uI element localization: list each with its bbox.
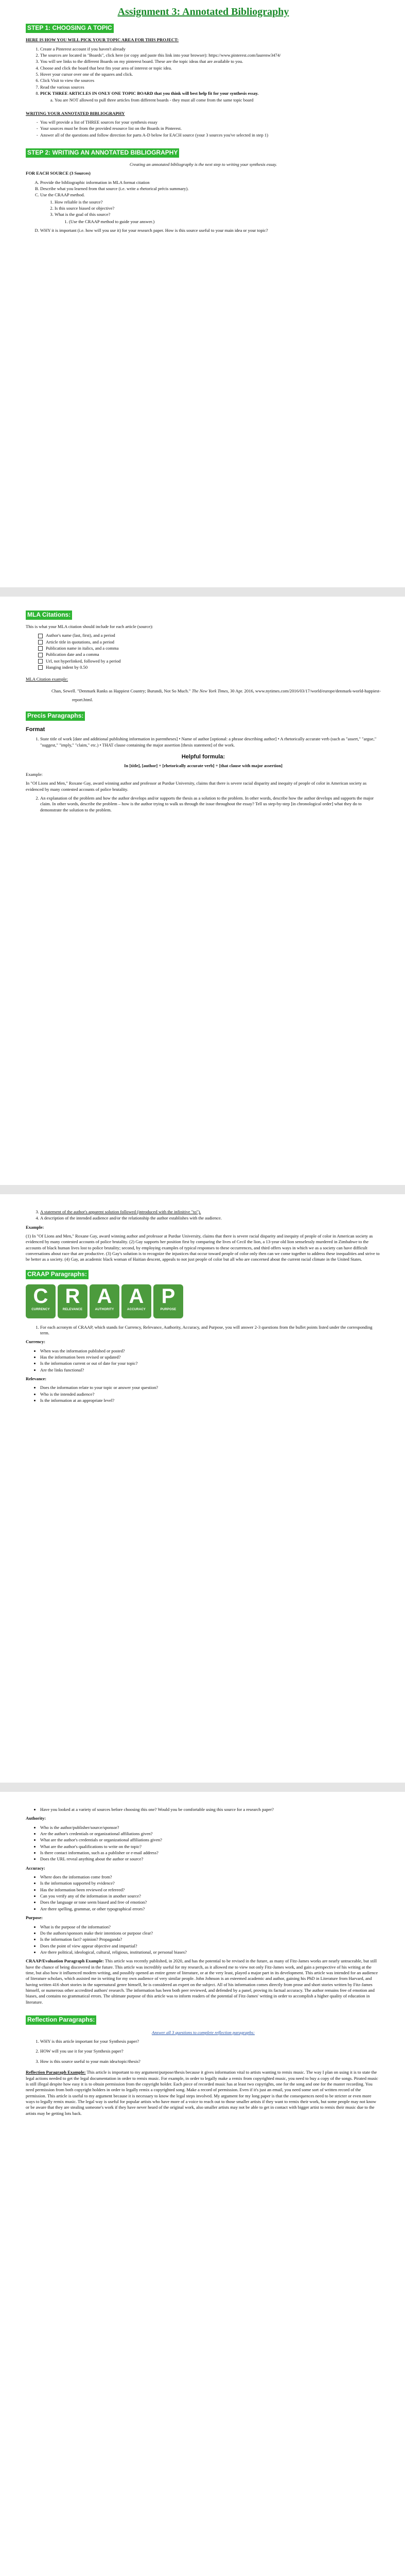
- list-item: • Where does the information come from?: [40, 1874, 381, 1880]
- step2-list: [26, 180, 381, 234]
- list-item: - You will provide a list of THREE sources for your synthesis essay: [40, 120, 381, 125]
- list-item: • Are the links functional?: [40, 1367, 381, 1373]
- list-item: • Is the information current or out of date for your topic?: [40, 1361, 381, 1366]
- precis-format-list-2: [26, 795, 381, 813]
- page-gap: [0, 1783, 405, 1792]
- list-item: - Your sources must be from the provided resource list on the Boards in Pinterest.: [40, 126, 381, 131]
- list-item: 2. An explanation of the problem and how the author develops and/or supports the thesis as a solution to the problem. In other words, describe how the author develops and supports the major claim. In other words, describe the problem – how is the author trying to walk us through the issue throughout the essay? Tell us step-by-step [in chronological order] what they do to demonstrate the solution to the problem.: [40, 795, 381, 813]
- list-item: • Is the information fact? opinion? Propaganda?: [40, 1937, 381, 1942]
- list-item: • Does the information relate to your topic or answer your question?: [40, 1385, 381, 1391]
- list-item: 3. You will see links to the different Boards on my pinterest board. These are the topic ideas that are available to you.: [40, 59, 381, 64]
- precis-heading: Precis Paragraphs:: [26, 711, 85, 721]
- precis-format-list: [26, 736, 381, 748]
- reflection-questions: [26, 2039, 381, 2064]
- list-item: • Are there spelling, grammar, or other typographical errors?: [40, 1906, 381, 1912]
- step2-intro: Creating an annotated bibliography is the next step to writing your synthesis essay.: [129, 161, 277, 167]
- reflection-heading: Reflection Paragraphs:: [26, 2015, 96, 2025]
- list-item: a. You are NOT allowed to pull three articles from different boards - they must all come from the same topic board: [55, 97, 381, 103]
- list-item: • Does the language or tone seem biased and free of emotion?: [40, 1900, 381, 1905]
- mla-citation-example: Chan, Sewell. "Denmark Ranks as Happiest Country; Burundi, Not So Much." The New York Times, 30 Apr. 2016, www.nytimes.com/2016/03/17/world/europe/denmark-world-happiest-report.html.: [51, 688, 381, 702]
- list-item: • Do the authors/sponsors make their intentions or purpose clear?: [40, 1930, 381, 1936]
- list-item: D. WHY it is important (i.e. how will you use it) for your research paper. How is this source useful to your main idea or your topic?: [40, 228, 381, 233]
- currency-list: [26, 1348, 381, 1373]
- accuracy-list: [26, 1874, 381, 1912]
- list-item: • What are the author's qualifications to write on the topic?: [40, 1844, 381, 1850]
- craap-instruction: [26, 1325, 381, 1336]
- currency-label: Currency:: [26, 1339, 46, 1345]
- list-item: • Who is the intended audience?: [40, 1392, 381, 1397]
- list-item: 1. State title of work [date and additional publishing information in parentheses] • Name of author [optional: a phrase describing author] • A rhetorically accurate verb (such as "assert," "argue," "suggest," "imply," "claim," etc.) • THAT clause containing the major assertion [thesis statement] of the work.: [40, 736, 381, 748]
- list-item: • Has the information been revised or updated?: [40, 1354, 381, 1360]
- mla-example-label: MLA Citation example:: [26, 676, 68, 682]
- checklist-item: Article title in quotations, and a period: [38, 639, 381, 645]
- craap-example: [26, 1958, 381, 2005]
- list-item: 1. (Use the CRAAP method to guide your answer.): [69, 219, 381, 225]
- list-item: 1. For each acronym of CRAAP, which stands for Currency, Relevance, Authority, Accuracy, and Purpose, you will answer 2-3 questions from the bullet points listed under the corresponding term.: [40, 1325, 381, 1336]
- list-item: 1. WHY is this article important for your Synthesis paper?: [40, 2039, 381, 2044]
- step1-list: [26, 46, 381, 104]
- craap-tile: C CURRENCY: [26, 1284, 56, 1318]
- purpose-label: Purpose:: [26, 1915, 43, 1921]
- relevance-list: [26, 1385, 381, 1403]
- checklist-item: Hanging indent by 0.50: [38, 665, 381, 670]
- precis-example-short: In "Of Lions and Men," Roxane Gay, award winning author and professor at Purdue University, claims that there is severe racial disparity and inequity of people of color in American society as evidenced by many contested accounts of police brutality.: [26, 781, 367, 792]
- writing-heading: WRITING YOUR ANNOTATED BIBLIOGRAPHY: [26, 110, 125, 116]
- reflection-example: [26, 2070, 381, 2116]
- list-item: • Are there political, ideological, cultural, religious, institutional, or personal biases?: [40, 1950, 381, 1955]
- checklist-item: Publication name in italics, and a comma: [38, 646, 381, 651]
- authority-list: [26, 1825, 381, 1862]
- list-item: 4. A description of the intended audience and/or the relationship the author establishes with the audience.: [40, 1215, 381, 1221]
- list-item: • Can you verify any of the information in another source?: [40, 1893, 381, 1899]
- relevance-label: Relevance:: [26, 1376, 47, 1381]
- for-each-heading: FOR EACH SOURCE (3 Sources): [26, 171, 91, 176]
- precis-example-full: (1) In "Of Lions and Men," Roxane Gay, award winning author and professor at Purdue University, claims that there is severe racial disparity and inequity of people of color in American society as evidenced by many contested accounts of police brutality. (2) Gay supports her position first by comparing the lives of Cecil the lion, a 13-year old lion senselessly murdered in Zimbabwe to the accounts of black human lives lost to police brutality; second, by employing examples of typical responses to these occurrences, and third offers ways in which we as a society can have difficult conversations about race that are productive. (3) Gay's solution is to recognize the injustices that occur toward people of color only then can we come together to address these inequalities and strive to be better as a society. (4) Gay, an academic black woman of Haitian descent, appeals to not just people of color but all who are concerned about the current racial climate in the United States.: [26, 1233, 380, 1262]
- mla-intro: This is what your MLA citation should include for each article (source):: [26, 623, 153, 629]
- list-item: • Does the URL reveal anything about the author or source?: [40, 1856, 381, 1862]
- mla-checklist: [26, 633, 381, 670]
- craap-example-label: CRAAP/Evaluation Paragraph Example:: [26, 1958, 104, 1964]
- craap-tile: A ACCURACY: [121, 1284, 151, 1318]
- list-item: B. Describe what you learned from that source (i.e. write a rhetorical précis summary).: [40, 186, 381, 192]
- list-item: - Answer all of the questions and follow direction for parts A-D below for EACH source (your 3 sources you've selected in step 1): [40, 132, 381, 138]
- helpful-formula: In [title], [author] + [rhetorically accurate verb] + [that clause with major assertion]: [124, 762, 283, 768]
- reflection-example-label: Reflection Paragraph Example:: [26, 2070, 86, 2075]
- list-item: • Have you looked at a variety of sources before choosing this one? Would you be comfortable using this source for a research paper?: [40, 1807, 381, 1812]
- list-item: • Is the information supported by evidence?: [40, 1880, 381, 1886]
- page-4: [26, 1806, 381, 2120]
- page-title: Assignment 3: Annotated Bibliography: [117, 6, 289, 18]
- craap-heading: CRAAP Paragraphs:: [26, 1270, 89, 1279]
- list-item: • Is there contact information, such as a publisher or e-mail address?: [40, 1850, 381, 1856]
- craap-graphic: [26, 1284, 381, 1318]
- list-item: • What is the purpose of the information?: [40, 1924, 381, 1930]
- list-item: • Does the point of view appear objective and impartial?: [40, 1943, 381, 1949]
- page-2: [26, 611, 381, 816]
- relevance-list-cont: [26, 1807, 381, 1812]
- craap-tile: R RELEVANCE: [58, 1284, 87, 1318]
- precis-example-label: Example:: [26, 771, 43, 777]
- list-item: • When was the information published or posted?: [40, 1348, 381, 1354]
- list-item: 1. Create a Pinterest account if you haven't already: [40, 46, 381, 52]
- helpful-formula-title: Helpful formula:: [181, 753, 225, 760]
- list-item: 3. What is the goal of this source? 1. (Use the CRAAP method to guide your answer.): [55, 212, 381, 225]
- list-item: 6. Click Visit to view the sources: [40, 78, 381, 83]
- reflection-example-text: This article is important to my argument/purpose/thesis because it gives information vital to artists wanting to remix music. The way I plan on using it is to state the legal actions needed to get the legal documentation in order to remix music. For example, in order to legally make a remix from copyrighted music, you need to buy a copy of the songs. Pirated music is still illegal despite how easy it is to obtain permission from the copyright holder. Each piece of recorded music has at least two copyrights, one for the song and one for the master recording. You need permission from both copyright holders in order to legally remix a copyrighted song. Make a record of permission. Even if it's just an email, you need some sort of written record of the permission. This article is useful to my argument because it is necessary to know the legal steps involved. My argument for my long paper is that the consequences need to be stricter or even more ways to legally remix music. The legal way is useful for popular artists who have more of a voice to reach out to those smaller artists if they want to remix their work, but some people may not know or be aware that they are stealing someone's work if they have never heard of the original work, also smaller artists may not be able to get in contact with bigger artist to remix their music due to the artists may be getting lots back.: [26, 2070, 378, 2116]
- purpose-list: [26, 1924, 381, 1956]
- list-item: 3. A statement of the author's apparent solution followed (introduced with the infinitive "to").: [40, 1209, 381, 1215]
- list-item: C. Use the CRAAP method. 1. How reliable is the source? 2. Is this source biased or objective? 3. What is the goal of this source? 1. (Use the CRAAP method to guide your answer.): [40, 192, 381, 225]
- list-item: • Has the information been reviewed or refereed?: [40, 1887, 381, 1893]
- precis-format-heading: Format: [26, 726, 45, 733]
- list-item: 7. Read the various sources: [40, 84, 381, 90]
- step1-subheading: HERE IS HOW YOU WILL PICK YOUR TOPIC AREA FOR THIS PROJECT:: [26, 37, 179, 43]
- list-item: • Is the information at an appropriate level?: [40, 1398, 381, 1403]
- page-gap: [0, 1185, 405, 1194]
- list-item: 1. How reliable is the source?: [55, 199, 381, 205]
- craap-tile: A AUTHORITY: [90, 1284, 119, 1318]
- checklist-item: Url, not hyperlinked, followed by a period: [38, 658, 381, 664]
- authority-label: Authority:: [26, 1816, 46, 1821]
- precis-format-list-3: [26, 1209, 381, 1222]
- list-item: • Who is the author/publisher/source/sponsor?: [40, 1825, 381, 1831]
- page-3: [26, 1208, 381, 1406]
- list-item: 2. The sources are located in "Boards", click here (or copy and paste this link into your browser): https://www.pinterest.com/laurenw3474/: [40, 53, 381, 58]
- page-1: [26, 5, 381, 236]
- mla-heading: MLA Citations:: [26, 611, 72, 620]
- craap-tile: P PURPOSE: [153, 1284, 183, 1318]
- list-item: • Are the author's credentials or organizational affiliations given?: [40, 1831, 381, 1837]
- precis-example-label-2: Example:: [26, 1224, 44, 1230]
- list-item: 4. Choose and click the board that best fits your area of interest or topic idea.: [40, 65, 381, 71]
- list-item: 2. Is this source biased or objective?: [55, 206, 381, 211]
- list-item: A. Provide the bibliographic information in MLA format citation: [40, 180, 381, 185]
- list-item: 3. How is this source useful to your main idea/topic/thesis?: [40, 2059, 381, 2064]
- list-item: 8. PICK THREE ARTICLES IN ONLY ONE TOPIC BOARD that you think will best help fit for your synthesis essay. a. You are NOT allowed to pull three articles from different boards - they must all come from the same topic board: [40, 91, 381, 104]
- craap-example-text: This article was recently published, in 2020, and has the potential to be revised in the future, as many of Fitz-James works are nearly untraceable, but still have the chance of being discovered in the future. This article was incredibly useful for my research, as it allowed me to view not only Fitz-James work, and gain a perspective of his writing at the time, but also how it influenced modern writing, and possibly opened an entire genre of literature, or at the very least, played a major part in its development. This article was intended for an audience of literature scholars, which assisted me in writing for my own audience of very similar people. John Johnson is an esteemed academic and author, gaining his PhD in Literature from Harvard, and having written 416 short stories in the supernatural genre himself, he is considered an expert on the subject. All of his information comes directly from prose and short stories written by Fitz-James himself, or numerous other accredited authors' research. The information has been both peer reviewed, and defended by a panel, proving its factual accuracy. The author remains free of emotion and biases, and contains no grammatical errors. The ultimate purpose of this article was to inform readers of the potential of Fitz-James' writing in order to accomplish a higher quality of education in literature.: [26, 1958, 378, 2005]
- reflection-instruction: Answer all 3 questions to complete reflection paragraphs:: [152, 2029, 255, 2035]
- checklist-item: Author's name (last, first), and a period: [38, 633, 381, 638]
- checklist-item: Publication date and a comma: [38, 652, 381, 657]
- accuracy-label: Accuracy:: [26, 1865, 45, 1871]
- writing-list: [26, 120, 381, 138]
- list-item: • What are the author's credentials or organizational affiliations given?: [40, 1837, 381, 1843]
- step2-heading: STEP 2: WRITING AN ANNOTATED BIBLIOGRAPHY: [26, 148, 179, 158]
- list-item: 2. HOW will you use it for your Synthesis paper?: [40, 2048, 381, 2054]
- step1-heading: STEP 1: CHOOSING A TOPIC: [26, 24, 114, 33]
- page-gap: [0, 587, 405, 597]
- list-item: 5. Hover your cursor over one of the squares and click.: [40, 72, 381, 77]
